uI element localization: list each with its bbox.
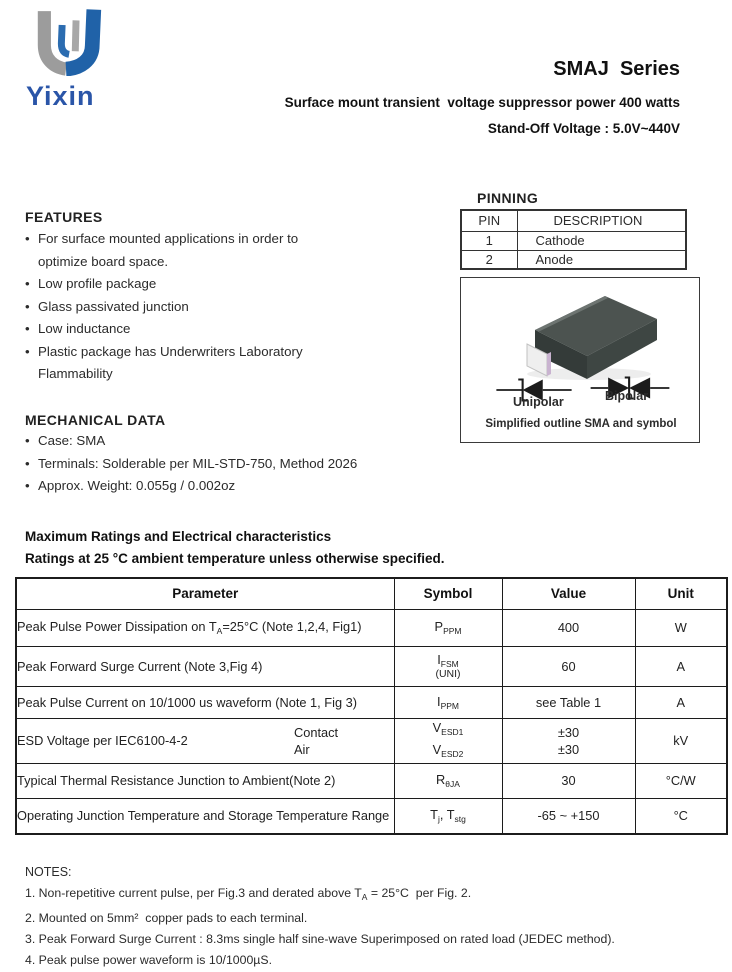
unipolar-label: Unipolar — [513, 395, 564, 409]
note-item: 2. Mounted on 5mm² copper pads to each terminal. — [25, 911, 308, 925]
symbol-base: V — [432, 719, 442, 735]
parameter-text: ESD Voltage per IEC6100-4-2 — [17, 733, 188, 748]
value-line: ±30 — [557, 741, 580, 757]
pin-column-header: PIN — [461, 210, 517, 231]
parameter-cell: Peak Pulse Current on 10/1000 us waveform (Note 1, Fig 3) — [16, 686, 394, 718]
brand-name: Yixin — [26, 81, 95, 111]
table-row — [16, 763, 727, 798]
feature-text: Low profile package — [38, 276, 157, 291]
note-item: 4. Peak pulse power waveform is 10/1000µS. — [25, 953, 273, 967]
pin-number: 1 — [461, 231, 517, 250]
symbol-subscript: θJA — [445, 779, 460, 789]
symbol-subscript: stg — [454, 814, 466, 825]
bullet: • — [25, 433, 30, 448]
bullet: • — [25, 478, 30, 493]
parameter-cell — [16, 718, 394, 763]
sma-package-icon — [501, 284, 671, 382]
symbol-cell — [394, 798, 502, 834]
bullet: • — [25, 231, 30, 246]
ratings-heading — [25, 526, 625, 570]
value-line: ±30 — [557, 724, 580, 740]
value-cell: 30 — [502, 763, 635, 798]
symbol-subscript: PPM — [440, 700, 459, 711]
brand-logo — [26, 8, 106, 112]
symbol-subscript: ESD2 — [441, 748, 464, 759]
symbol-cell — [394, 646, 502, 686]
notes-heading: NOTES: — [25, 865, 72, 879]
mechanical-data-list — [25, 430, 455, 498]
pin-number: 2 — [461, 250, 517, 269]
symbol-base: V — [432, 741, 442, 757]
pinning-heading: PINNING — [477, 190, 539, 206]
symbol-line — [395, 652, 502, 669]
unit-cell: °C/W — [635, 763, 727, 798]
symbol-base: I — [437, 693, 441, 709]
parameter-cell — [16, 609, 394, 646]
note-item: 3. Peak Forward Surge Current : 8.3ms single half sine-wave Superimposed on rated load (JEDEC method). — [25, 932, 615, 946]
feature-text: Plastic package has Underwriters Laboratory — [38, 343, 303, 359]
pin-description: Anode — [517, 250, 686, 269]
parameter-column-header: Parameter — [16, 578, 394, 609]
ratings-table — [15, 577, 728, 835]
condition-line: Contact — [294, 724, 339, 740]
brand-logo-icon — [26, 8, 106, 76]
symbol-cell — [394, 686, 502, 718]
note-text: = 25°C per Fig. 2. — [367, 886, 472, 900]
bullet: • — [25, 455, 30, 471]
description-column-header: DESCRIPTION — [517, 210, 686, 231]
symbol-cell — [394, 763, 502, 798]
unit-cell: A — [635, 686, 727, 718]
subtitle-line-2: Stand-Off Voltage : 5.0V~440V — [487, 121, 680, 136]
feature-text: optimize board space. — [38, 253, 169, 269]
value-cell — [502, 718, 635, 763]
subtitle-line-1: Surface mount transient voltage suppressor power 400 watts — [284, 95, 680, 110]
bullet: • — [25, 298, 30, 314]
bullet: • — [25, 343, 30, 359]
mechanical-data-heading: MECHANICAL DATA — [25, 412, 166, 428]
note-text: 1. Non-repetitive current pulse, per Fig.3 and derated above T — [25, 886, 362, 900]
table-row — [16, 686, 727, 718]
symbol-cell — [394, 718, 502, 763]
value-cell: 60 — [502, 646, 635, 686]
pinning-table — [460, 209, 687, 270]
symbol-subscript: ESD1 — [441, 726, 464, 737]
package-outline-box — [460, 277, 700, 443]
bullet: • — [25, 276, 30, 291]
list-item — [25, 341, 425, 364]
feature-text: For surface mounted applications in order to — [38, 231, 299, 246]
parameter-cell: Peak Forward Surge Current (Note 3,Fig 4) — [16, 646, 394, 686]
unit-cell: °C — [635, 798, 727, 834]
value-cell: see Table 1 — [502, 686, 635, 718]
symbol-base: R — [436, 772, 446, 787]
list-item — [25, 430, 455, 453]
list-item — [25, 475, 455, 498]
ratings-heading-line-1: Maximum Ratings and Electrical characteristics — [25, 529, 332, 544]
symbol-base: T — [430, 807, 438, 823]
list-item — [25, 318, 425, 341]
symbol-base: P — [434, 619, 444, 634]
table-row — [16, 646, 727, 686]
table-row — [461, 231, 686, 250]
mechanical-text: Terminals: Solderable per MIL-STD-750, Method 2026 — [38, 455, 358, 471]
condition-block — [294, 724, 338, 758]
mechanical-text: Case: SMA — [38, 433, 106, 448]
ratings-heading-line-2: Ratings at 25 °C ambient temperature unless otherwise specified. — [25, 551, 445, 566]
bullet: • — [25, 321, 30, 336]
parameter-cell: Typical Thermal Resistance Junction to Ambient(Note 2) — [16, 763, 394, 798]
table-row — [16, 798, 727, 834]
parameter-cell: Operating Junction Temperature and Storage Temperature Range — [16, 798, 394, 834]
symbol-cell — [394, 609, 502, 646]
list-item — [25, 453, 455, 476]
table-row — [461, 250, 686, 269]
unit-column-header: Unit — [635, 578, 727, 609]
bipolar-label: Bipolar — [605, 389, 649, 403]
symbol-line — [395, 719, 502, 741]
symbol-qualifier: (UNI) — [435, 668, 461, 680]
mechanical-text: Approx. Weight: 0.055g / 0.002oz — [38, 478, 236, 493]
page-title: SMAJ Series — [553, 58, 680, 80]
condition-line: Air — [294, 741, 310, 757]
symbol-subscript: PPM — [443, 626, 462, 636]
symbol-base: , T — [439, 807, 455, 823]
symbol-line — [395, 741, 502, 763]
symbol-subscript: FSM — [440, 659, 459, 669]
symbol-subscript: j — [437, 814, 440, 825]
list-item — [25, 273, 425, 296]
note-item — [25, 883, 685, 908]
parameter-subscript: A — [216, 626, 223, 636]
pinning-header-row — [461, 210, 686, 231]
ratings-header-row — [16, 578, 727, 609]
unit-cell: kV — [635, 718, 727, 763]
parameter-text: =25°C (Note 1,2,4, Fig1) — [222, 619, 362, 634]
list-item — [25, 228, 425, 251]
feature-text: Flammability — [38, 366, 113, 381]
note-subscript: A — [361, 892, 368, 902]
value-cell: 400 — [502, 609, 635, 646]
list-item — [25, 296, 425, 319]
table-row — [16, 718, 727, 763]
notes-section — [25, 862, 685, 971]
value-cell: -65 ~ +150 — [502, 798, 635, 834]
symbol-base: I — [437, 652, 441, 667]
features-list — [25, 228, 425, 386]
list-item — [25, 251, 425, 274]
features-heading: FEATURES — [25, 209, 103, 225]
list-item — [25, 363, 425, 386]
parameter-text: Peak Pulse Power Dissipation on T — [17, 619, 217, 634]
unit-cell: W — [635, 609, 727, 646]
table-row — [16, 609, 727, 646]
symbol-column-header: Symbol — [394, 578, 502, 609]
feature-text: Glass passivated junction — [38, 298, 189, 314]
unit-cell: A — [635, 646, 727, 686]
feature-text: Low inductance — [38, 321, 131, 336]
value-column-header: Value — [502, 578, 635, 609]
pin-description: Cathode — [517, 231, 686, 250]
outline-caption: Simplified outline SMA and symbol — [485, 418, 677, 430]
